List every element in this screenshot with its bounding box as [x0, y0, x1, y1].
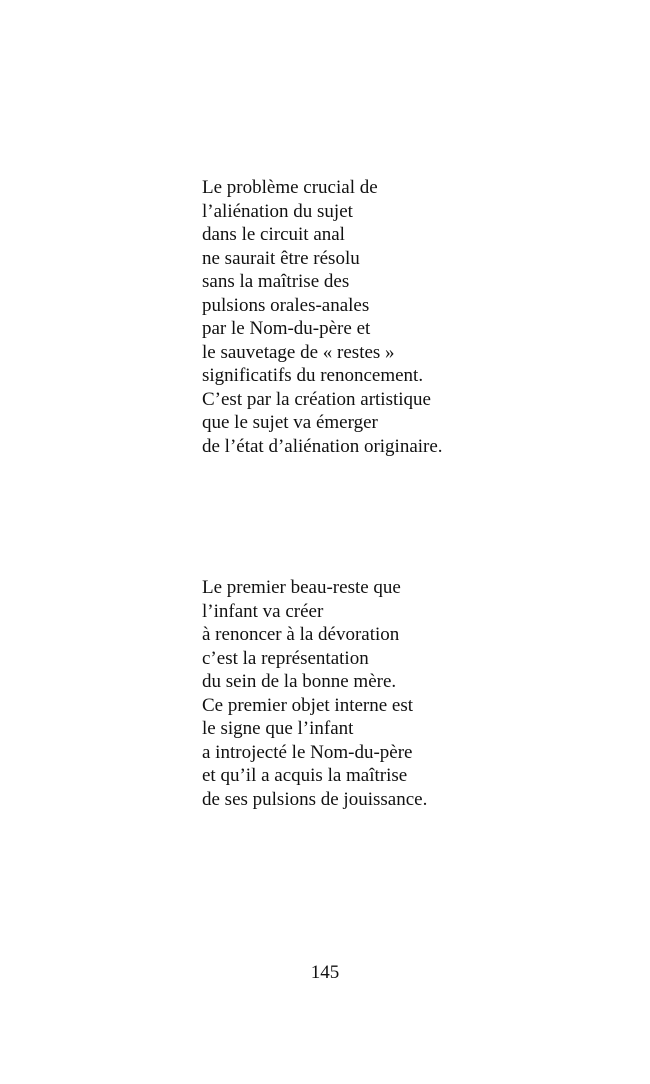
poem-line: l’infant va créer — [202, 600, 324, 622]
poem-line: dans le circuit anal — [202, 224, 345, 245]
poem-line: que le sujet va émerger — [202, 412, 378, 433]
poem-line: Le problème crucial de — [202, 177, 378, 198]
poem-line: l’aliénation du sujet — [202, 200, 353, 222]
poem-line: à renoncer à la dévoration — [202, 624, 400, 645]
poem-line: de l’état d’aliénation originaire. — [202, 435, 443, 457]
poem-line: le sauvetage de « restes » — [202, 341, 395, 363]
poem-line: par le Nom-du-père et — [202, 318, 371, 339]
poem-line: de ses pulsions de jouissance. — [202, 788, 428, 810]
poem-line: Ce premier objet interne est — [202, 694, 414, 716]
poem-line: c’est la représentation — [202, 647, 369, 669]
poem-line: et qu’il a acquis la maîtrise — [202, 765, 408, 786]
poem-line: significatifs du renoncement. — [202, 365, 424, 386]
poem-line: C’est par la création artistique — [202, 388, 431, 410]
poem-line: du sein de la bonne mère. — [202, 671, 397, 692]
poem-stanza-2 — [202, 576, 427, 811]
page-number: 145 — [310, 962, 340, 983]
poem-line: sans la maîtrise des — [202, 271, 350, 292]
poem-line: le signe que l’infant — [202, 718, 354, 739]
poem-stanza-1 — [202, 176, 443, 458]
poem-line: a introjecté le Nom-du-père — [202, 741, 413, 763]
poem-line: Le premier beau-reste que — [202, 577, 401, 598]
poem-line: pulsions orales-anales — [202, 294, 370, 316]
poem-line: ne saurait être résolu — [202, 247, 360, 269]
